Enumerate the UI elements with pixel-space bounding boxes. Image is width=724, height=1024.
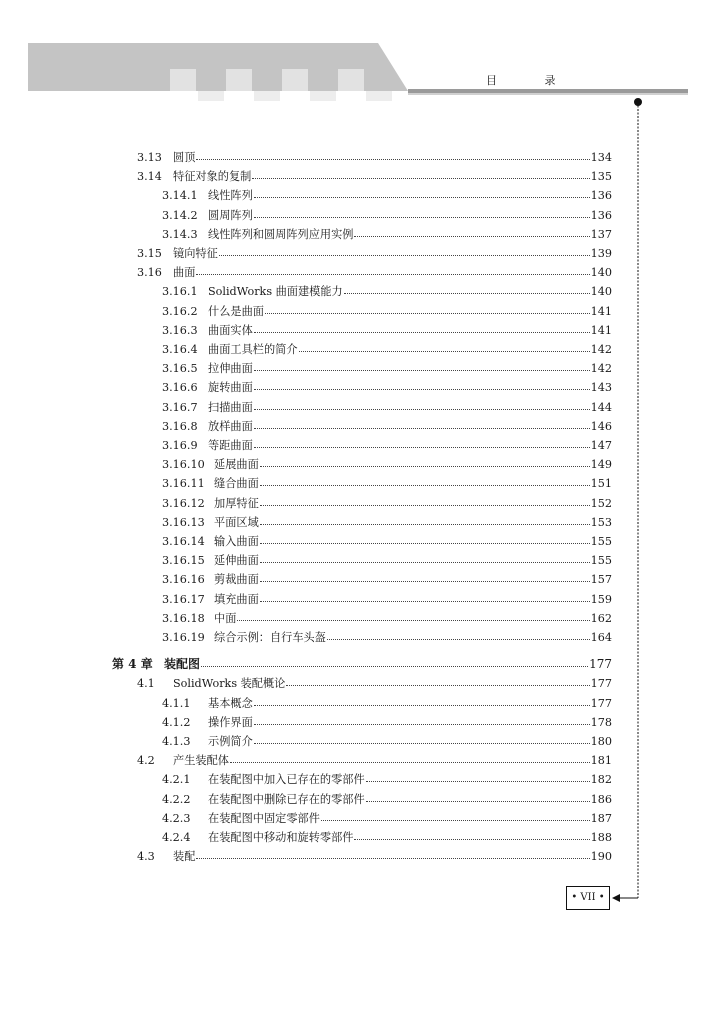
toc-entry-number: 第 4 章 — [112, 657, 153, 672]
toc-entry-page: 143 — [590, 381, 612, 395]
header-title: 目 录 — [486, 74, 578, 87]
toc-entry-number: 4.2 — [137, 754, 155, 768]
toc-entry-number: 3.14.1 — [162, 189, 198, 203]
toc-entry-leader — [252, 166, 589, 179]
toc-entry-number: 3.16.2 — [162, 304, 198, 318]
toc-entry-title: 输入曲面 — [214, 535, 259, 548]
toc-entry-page: 177 — [589, 657, 612, 672]
toc-entry-number: 4.1.1 — [162, 696, 191, 710]
toc-entry-page: 135 — [590, 170, 612, 184]
toc-entry-leader — [260, 512, 590, 525]
toc-entry-leader — [254, 416, 590, 429]
toc-entry[interactable] — [162, 732, 612, 751]
toc-entry-number: 4.1.2 — [162, 715, 191, 729]
toc-entry-page: 162 — [590, 611, 612, 625]
toc-entry-page: 164 — [590, 631, 612, 644]
toc-entry-page: 134 — [590, 151, 612, 164]
toc-entry[interactable] — [162, 590, 612, 609]
toc-entry-leader — [254, 397, 590, 410]
toc-entry[interactable] — [162, 455, 612, 474]
toc-entry-page: 152 — [590, 496, 612, 510]
toc-entry-leader — [354, 827, 589, 840]
toc-entry-title: 剪裁曲面 — [214, 573, 259, 587]
toc-entry-title: 延伸曲面 — [214, 554, 259, 568]
toc-entry-number: 4.2.3 — [162, 811, 191, 825]
toc-entry-leader — [366, 769, 590, 782]
toc-entry-title: 装配 — [173, 850, 196, 864]
toc-entry[interactable] — [162, 417, 612, 436]
toc-entry-title: 填充曲面 — [214, 592, 259, 606]
toc-entry-number: 3.14.2 — [162, 208, 198, 222]
toc-entry-leader — [196, 262, 589, 275]
toc-entry-page: 157 — [590, 573, 612, 587]
toc-entry-leader — [254, 693, 590, 706]
toc-entry-number: 4.2.1 — [162, 773, 191, 787]
toc-entry-title: 旋转曲面 — [208, 381, 253, 395]
toc-entry-leader — [260, 454, 590, 467]
page-number-badge: • VII • — [566, 886, 610, 910]
toc-entry-number: 3.16.10 — [162, 458, 205, 472]
toc-entry-page: 151 — [590, 477, 612, 491]
header-band — [28, 43, 688, 101]
toc-entry-page: 142 — [590, 362, 612, 376]
toc-entry-title: 平面区域 — [214, 515, 259, 529]
toc-entry-number: 3.16.19 — [162, 631, 205, 644]
toc-entry-number: 3.16.18 — [162, 611, 205, 625]
toc-entry-leader — [254, 712, 590, 725]
toc-entry-title: 拉伸曲面 — [208, 362, 253, 376]
toc-entry-title: 缝合曲面 — [214, 477, 259, 491]
toc-entry-title: 加厚特征 — [214, 496, 259, 510]
toc-entry-number: 3.14.3 — [162, 227, 198, 241]
toc-entry-title: 圆顶 — [173, 151, 196, 164]
toc-entry-number: 4.1 — [137, 677, 155, 691]
toc-entry-page: 140 — [590, 285, 612, 299]
toc-entry[interactable] — [112, 655, 612, 674]
toc-entry[interactable] — [162, 321, 612, 340]
toc-entry-number: 3.16.5 — [162, 362, 198, 376]
toc-entry-number: 3.16.12 — [162, 496, 205, 510]
toc-entry-leader — [237, 608, 589, 621]
toc-entry[interactable] — [162, 628, 612, 647]
toc-entry-leader — [254, 731, 590, 744]
toc-entry-leader — [196, 846, 589, 859]
toc-entry-page: 190 — [590, 850, 612, 864]
toc-entry-number: 3.16.7 — [162, 400, 198, 414]
toc-entry-page: 188 — [590, 831, 612, 844]
toc-entry-title: 基本概念 — [208, 696, 253, 710]
toc-entry-page: 187 — [590, 811, 612, 825]
toc-entry-number: 3.16.15 — [162, 554, 205, 568]
toc-entry[interactable] — [162, 474, 612, 493]
toc-entry-page: 137 — [590, 227, 612, 241]
toc-entry-leader — [254, 205, 590, 218]
toc-entry-title: 放样曲面 — [208, 419, 253, 433]
toc-entry-title: 特征对象的复制 — [173, 170, 252, 184]
toc-entry-page: 155 — [590, 535, 612, 548]
toc-entry-page: 177 — [590, 677, 612, 691]
toc-entry-number: 3.16 — [137, 266, 162, 280]
toc-entry[interactable] — [162, 359, 612, 378]
toc-entry-title: 曲面 — [173, 266, 196, 280]
toc-entry-page: 178 — [590, 715, 612, 729]
toc-entry-title: 等距曲面 — [208, 439, 253, 452]
toc-entry-leader — [196, 147, 589, 160]
toc-entry-number: 3.14 — [137, 170, 162, 184]
toc-entry[interactable] — [162, 532, 612, 551]
toc-entry-title: SolidWorks 装配概论 — [173, 677, 286, 691]
toc-entry-leader — [254, 377, 590, 390]
toc-entry[interactable] — [137, 674, 612, 693]
toc-entry-title: 曲面工具栏的简介 — [208, 343, 298, 356]
toc-entry-title: SolidWorks 曲面建模能力 — [208, 285, 343, 299]
toc-entry-page: 181 — [590, 754, 612, 768]
toc-entry-title: 在装配图中删除已存在的零部件 — [208, 792, 365, 806]
toc-entry[interactable] — [137, 751, 612, 770]
toc-entry-number: 4.2.4 — [162, 831, 191, 844]
toc-entry-leader — [260, 550, 590, 563]
toc-entry-leader — [260, 493, 590, 506]
toc-entry-leader — [254, 320, 590, 333]
toc-entry-leader — [219, 243, 590, 256]
toc-entry[interactable] — [162, 609, 612, 628]
toc-entry-page: 182 — [590, 773, 612, 787]
toc-entry[interactable] — [162, 713, 612, 732]
toc-entry-title: 什么是曲面 — [208, 304, 264, 318]
toc-entry-page: 139 — [590, 247, 612, 260]
toc-entry-title: 镜向特征 — [173, 247, 218, 260]
toc-entry-title: 在装配图中加入已存在的零部件 — [208, 773, 365, 787]
toc-entry-number: 3.16.4 — [162, 343, 198, 356]
toc-entry-page: 141 — [590, 304, 612, 318]
toc-entry-title: 操作界面 — [208, 715, 253, 729]
toc-entry[interactable] — [162, 206, 612, 225]
toc-entry-leader — [354, 224, 589, 237]
toc-entry-page: 180 — [590, 735, 612, 748]
toc-entry-leader — [327, 627, 590, 640]
toc-entry-number: 3.16.3 — [162, 323, 198, 337]
toc-entry[interactable] — [162, 770, 612, 789]
toc-entry-leader — [321, 808, 590, 821]
toc-entry-number: 3.16.9 — [162, 439, 198, 452]
toc-entry[interactable] — [162, 570, 612, 589]
header-band-graphic — [28, 43, 688, 101]
toc-entry-number: 3.16.1 — [162, 285, 198, 299]
toc-entry-leader — [260, 589, 590, 602]
toc-entry-number: 3.16.16 — [162, 573, 205, 587]
toc-entry-title: 线性阵列和圆周阵列应用实例 — [208, 227, 354, 241]
toc-entry-leader — [344, 281, 590, 294]
toc-entry-page: 136 — [590, 189, 612, 203]
toc-entry[interactable] — [162, 378, 612, 397]
toc-entry-title: 扫描曲面 — [208, 400, 253, 414]
toc-entry-leader — [260, 569, 590, 582]
toc-entry[interactable] — [162, 225, 612, 244]
toc-entry-title: 综合示例：自行车头盔 — [214, 631, 326, 644]
toc-entry-page: 140 — [590, 266, 612, 280]
toc-entry[interactable] — [137, 167, 612, 186]
toc-entry-page: 141 — [590, 323, 612, 337]
toc-entry-number: 4.1.3 — [162, 735, 191, 748]
toc-entry-leader — [254, 358, 590, 371]
toc-entry-leader — [265, 301, 590, 314]
toc-entry-page: 144 — [590, 400, 612, 414]
toc-entry-number: 3.16.11 — [162, 477, 205, 491]
toc-entry-title: 装配图 — [164, 657, 201, 672]
toc-entry-number: 3.16.14 — [162, 535, 205, 548]
toc-entry[interactable] — [162, 513, 612, 532]
toc-entry[interactable] — [162, 282, 612, 301]
toc-entry-leader — [286, 673, 589, 686]
toc-entry-title: 示例简介 — [208, 735, 253, 748]
toc-entry[interactable] — [162, 494, 612, 513]
toc-entry-page: 186 — [590, 792, 612, 806]
toc-entry-leader — [254, 185, 590, 198]
toc-entry-leader — [254, 435, 590, 448]
toc-entry-title: 延展曲面 — [214, 458, 259, 472]
toc-entry-page: 159 — [590, 592, 612, 606]
toc-entry[interactable] — [162, 551, 612, 570]
toc-entry-title: 圆周阵列 — [208, 208, 253, 222]
toc-entry-number: 3.16.8 — [162, 419, 198, 433]
toc-entry[interactable] — [162, 398, 612, 417]
toc-entry-page: 149 — [590, 458, 612, 472]
toc-entry-page: 147 — [590, 439, 612, 452]
toc-entry[interactable] — [162, 436, 612, 455]
toc-entry-number: 3.16.17 — [162, 592, 205, 606]
toc-entry[interactable] — [137, 847, 612, 866]
toc-entry-title: 中面 — [214, 611, 237, 625]
toc-entry-leader — [201, 654, 588, 667]
toc-entry-number: 3.16.6 — [162, 381, 198, 395]
toc-entry-page: 146 — [590, 419, 612, 433]
toc-entry-number: 3.16.13 — [162, 515, 205, 529]
toc-entry-page: 136 — [590, 208, 612, 222]
toc-entry-title: 在装配图中固定零部件 — [208, 811, 320, 825]
toc-entry-leader — [230, 750, 590, 763]
toc-entry-page: 142 — [590, 343, 612, 356]
toc-entry-page: 155 — [590, 554, 612, 568]
toc-entry-page: 153 — [590, 515, 612, 529]
toc-entry[interactable] — [162, 186, 612, 205]
toc-entry-page: 177 — [590, 696, 612, 710]
toc-entry-number: 4.2.2 — [162, 792, 191, 806]
toc-entry[interactable] — [137, 263, 612, 282]
toc-entry[interactable] — [137, 244, 612, 263]
toc-entry[interactable] — [162, 809, 612, 828]
toc-entry-leader — [260, 531, 590, 544]
toc-entry-number: 4.3 — [137, 850, 155, 864]
toc-entry[interactable] — [137, 148, 612, 167]
toc-entry-leader — [299, 339, 590, 352]
toc-entry-title: 在装配图中移动和旋转零部件 — [208, 831, 354, 844]
toc-entry[interactable] — [162, 694, 612, 713]
toc-entry-number: 3.13 — [137, 151, 162, 164]
toc-entry-title: 线性阵列 — [208, 189, 253, 203]
toc-entry-leader — [260, 473, 590, 486]
toc-entry-leader — [366, 789, 590, 802]
toc-entry-title: 产生装配体 — [173, 754, 229, 768]
toc-entry[interactable] — [162, 828, 612, 847]
toc-entry[interactable] — [162, 340, 612, 359]
toc-entry-number: 3.15 — [137, 247, 162, 260]
toc-entry[interactable] — [162, 790, 612, 809]
toc-entry[interactable] — [162, 302, 612, 321]
toc-entry-title: 曲面实体 — [208, 323, 253, 337]
